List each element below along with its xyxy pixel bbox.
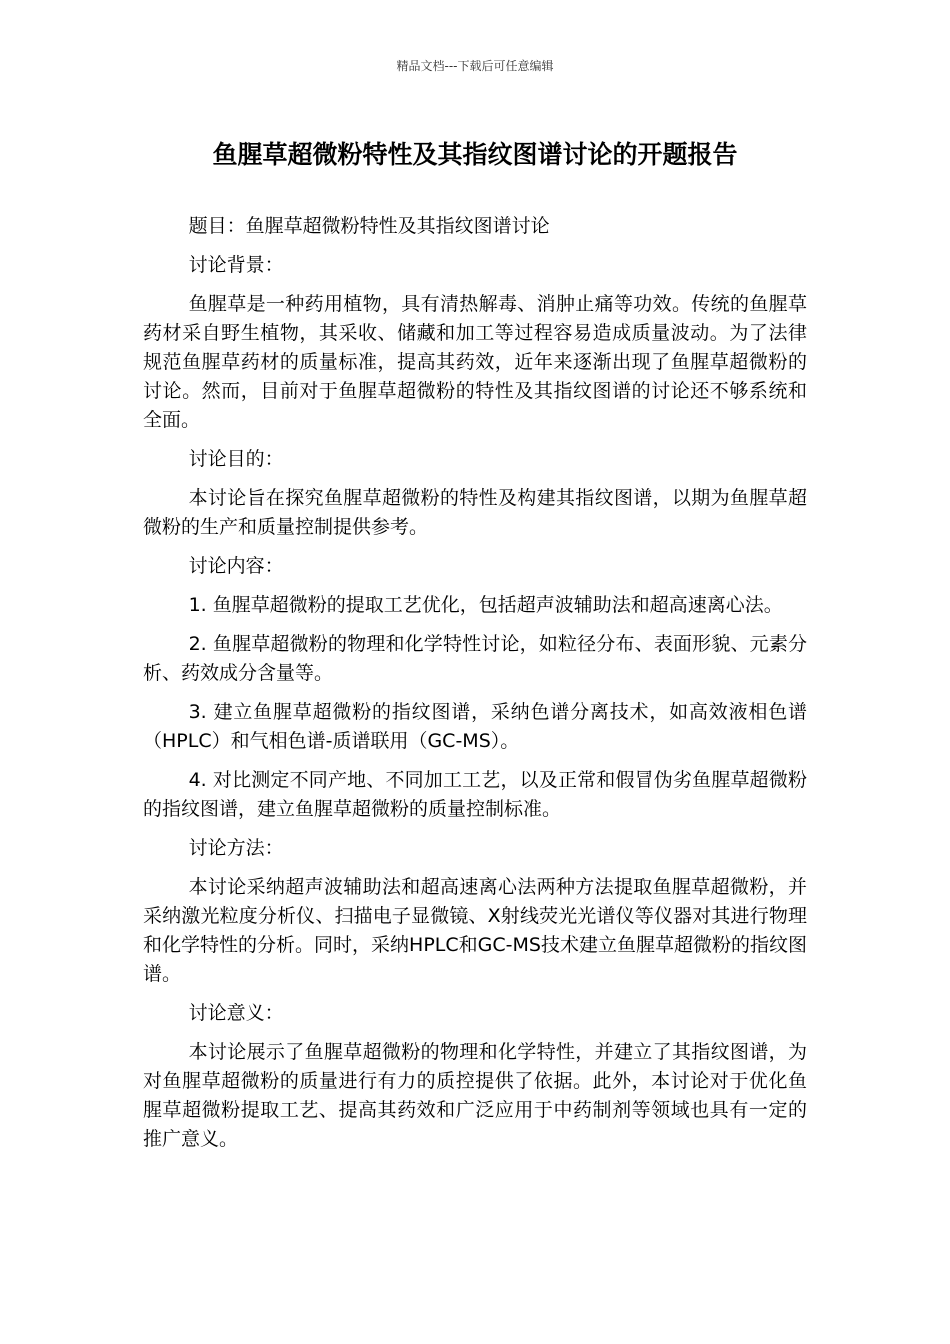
document-body [143, 212, 807, 1164]
heading-method: 讨论方法： [188, 837, 284, 859]
paragraph-background: 鱼腥草是一种药用植物，具有清热解毒、消肿止痛等功效。传统的鱼腥草药材采自野生植物，其采收、储藏和加工等过程容易造成质量波动。为了法律规范鱼腥草药材的质量标准，提高其药效，近年来逐渐出现了鱼腥草超微粉的讨论。然而，目前对于鱼腥草超微粉的特性及其指纹图谱的讨论还不够系统和全面。 [143, 293, 807, 431]
header-note: 精品文档---下载后可任意编辑 [396, 59, 554, 73]
heading-content: 讨论内容： [188, 555, 284, 577]
heading-purpose: 讨论目的： [188, 448, 284, 470]
content-item-2: 2. 鱼腥草超微粉的物理和化学特性讨论，如粒径分布、表面形貌、元素分析、药效成分含量等。 [143, 633, 807, 684]
heading-background: 讨论背景： [188, 254, 284, 276]
paragraph-method: 本讨论采纳超声波辅助法和超高速离心法两种方法提取鱼腥草超微粉，并采纳激光粒度分析仪、扫描电子显微镜、X射线荧光光谱仪等仪器对其进行物理和化学特性的分析。同时，采纳HPLC和GC-MS技术建立鱼腥草超微粉的指纹图谱。 [143, 876, 807, 985]
document-title: 鱼腥草超微粉特性及其指纹图谱讨论的开题报告 [212, 140, 738, 169]
heading-significance: 讨论意义： [188, 1002, 284, 1024]
content-item-1: 1. 鱼腥草超微粉的提取工艺优化，包括超声波辅助法和超高速离心法。 [188, 594, 783, 616]
paragraph-purpose: 本讨论旨在探究鱼腥草超微粉的特性及构建其指纹图谱，以期为鱼腥草超微粉的生产和质量控制提供参考。 [143, 487, 807, 538]
content-item-4: 4. 对比测定不同产地、不同加工工艺，以及正常和假冒伪劣鱼腥草超微粉的指纹图谱，建立鱼腥草超微粉的质量控制标准。 [143, 769, 807, 820]
paragraph-topic: 题目：鱼腥草超微粉特性及其指纹图谱讨论 [188, 215, 550, 237]
content-item-3: 3. 建立鱼腥草超微粉的指纹图谱，采纳色谱分离技术，如高效液相色谱（HPLC）和气相色谱-质谱联用（GC-MS）。 [143, 701, 807, 752]
paragraph-significance: 本讨论展示了鱼腥草超微粉的物理和化学特性，并建立了其指纹图谱，为对鱼腥草超微粉的质量进行有力的质控提供了依据。此外，本讨论对于优化鱼腥草超微粉提取工艺、提高其药效和广泛应用于中药制剂等领域也具有一定的推广意义。 [143, 1041, 807, 1150]
